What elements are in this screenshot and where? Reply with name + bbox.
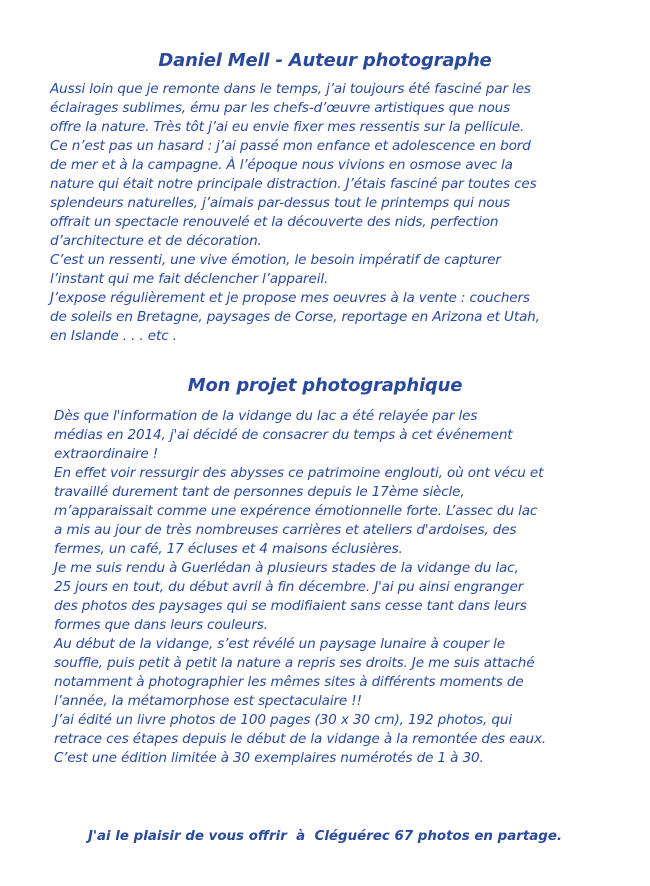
text-line: m’apparaissait comme une expérence émotionnelle forte. L’assec du lac (54, 503, 538, 519)
text-line: extraordinaire ! (54, 446, 159, 462)
text-line: C’est un ressenti, une vive émotion, le besoin impératif de capturer (50, 252, 501, 268)
text-line: 25 jours en tout, du début avril à fin décembre. J'ai pu ainsi engranger (54, 579, 524, 595)
text-line: éclairages sublimes, ému par les chefs-d’œuvre artistiques que nous (50, 100, 511, 116)
footer-offer-text: J'ai le plaisir de vous offrir à Cléguérec 67 photos en partage. (87, 829, 563, 845)
author-title: Daniel Mell - Auteur photographe (158, 50, 492, 71)
author-bio-text (50, 80, 540, 346)
text-line: fermes, un café, 17 écluses et 4 maisons éclusières. (54, 541, 403, 557)
text-line: splendeurs naturelles, j’aimais par-dessus tout le printemps qui nous (50, 195, 510, 211)
text-line: de mer et à la campagne. À l’époque nous vivions en osmose avec la (50, 157, 513, 173)
text-line: l’instant qui me fait déclencher l’appareil. (50, 271, 329, 287)
text-line: médias en 2014, j'ai décidé de consacrer du temps à cet événement (54, 427, 513, 443)
text-line: C’est une édition limitée à 30 exemplaires numérotés de 1 à 30. (54, 750, 484, 766)
project-text (54, 407, 546, 768)
text-line: offre la nature. Très tôt j’ai eu envie fixer mes ressentis sur la pellicule. (50, 119, 525, 135)
text-line: offrait un spectacle renouvelé et la découverte des nids, perfection (50, 214, 499, 230)
text-line: J’ai édité un livre photos de 100 pages (30 x 30 cm), 192 photos, qui (54, 712, 512, 728)
text-line: notamment à photographier les mêmes sites à différents moments de (54, 674, 524, 690)
text-line: Dès que l'information de la vidange du lac a été relayée par les (54, 408, 478, 424)
text-line: nature qui était notre principale distraction. J’étais fasciné par toutes ces (50, 176, 537, 192)
text-line: Ce n’est pas un hasard : j’ai passé mon enfance et adolescence en bord (50, 138, 531, 154)
text-line: a mis au jour de très nombreuses carrières et ateliers d'ardoises, des (54, 522, 517, 538)
text-line: en Islande . . . etc . (50, 328, 177, 344)
text-line: souffle, puis petit à petit la nature a repris ses droits. Je me suis attaché (54, 655, 535, 671)
text-line: d’architecture et de décoration. (50, 233, 262, 249)
text-line: Je me suis rendu à Guerlédan à plusieurs stades de la vidange du lac, (54, 560, 519, 576)
text-line: l’année, la métamorphose est spectaculaire !! (54, 693, 362, 709)
text-line: Au début de la vidange, s’est révélé un paysage lunaire à couper le (54, 636, 505, 652)
text-line: En effet voir ressurgir des abysses ce patrimoine englouti, où ont vécu et (54, 465, 544, 481)
project-title: Mon projet photographique (187, 375, 463, 396)
text-line: J’expose régulièrement et je propose mes oeuvres à la vente : couchers (50, 290, 530, 306)
text-line: des photos des paysages qui se modifiaient sans cesse tant dans leurs (54, 598, 527, 614)
text-line: retrace ces étapes depuis le début de la vidange à la remontée des eaux. (54, 731, 547, 747)
text-line: Aussi loin que je remonte dans le temps, j’ai toujours été fasciné par les (50, 81, 531, 97)
text-line: travaillé durement tant de personnes depuis le 17ème siècle, (54, 484, 465, 500)
text-line: de soleils en Bretagne, paysages de Corse, reportage en Arizona et Utah, (50, 309, 540, 325)
text-line: formes que dans leurs couleurs. (54, 617, 268, 633)
